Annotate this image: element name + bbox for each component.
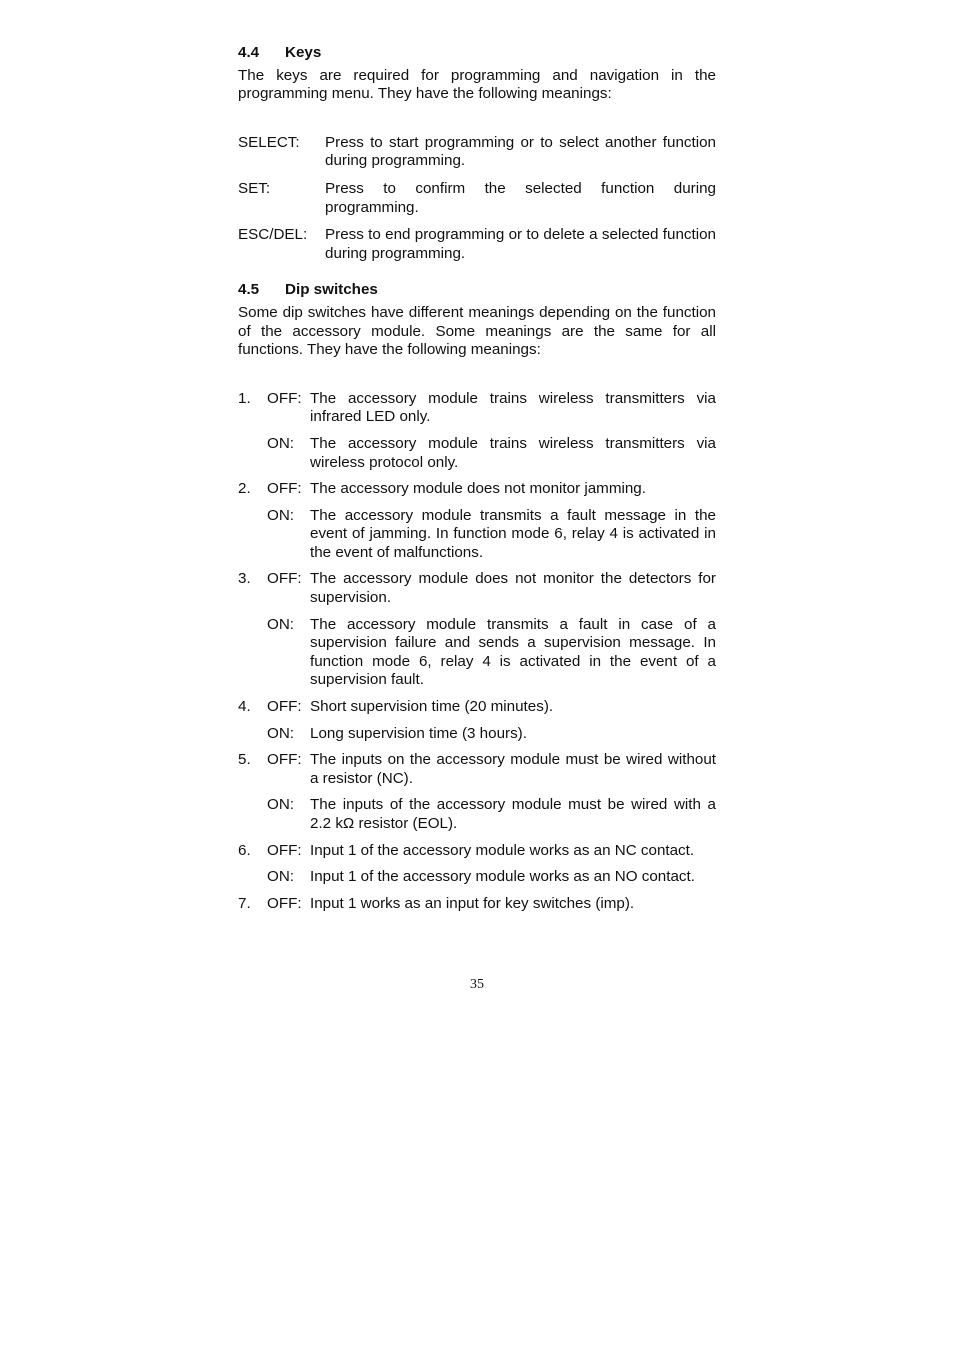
dip-number: 4. — [238, 698, 251, 716]
dip-state: OFF: — [267, 570, 302, 588]
keys-intro: The keys are required for programming and navigation in the programming menu. They have the following meanings: — [238, 66, 716, 103]
key-description: Press to start programming or to select another function during programming. — [325, 133, 716, 170]
key-description: Press to end programming or to delete a selected function during programming. — [325, 226, 716, 262]
dip-state: ON: — [267, 724, 295, 742]
dip-description: The accessory module transmits a fault in case of a supervision failure and sends a supervision message. In function mode 6, relay 4 is activated in the event of a supervision fault. — [310, 615, 716, 689]
dip-item — [238, 796, 716, 833]
dip-number: 6. — [238, 841, 251, 859]
dip-state: OFF: — [267, 389, 302, 407]
dip-state: OFF: — [267, 751, 302, 769]
key-label: SELECT: — [238, 133, 300, 151]
dip-item — [238, 842, 716, 861]
key-item-select — [238, 134, 716, 171]
key-label: SET: — [238, 179, 271, 197]
dip-item — [238, 895, 716, 914]
dip-item — [238, 751, 716, 788]
dip-state: OFF: — [267, 480, 302, 498]
dip-state: ON: — [267, 868, 295, 886]
dip-description: Short supervision time (20 minutes). — [310, 698, 554, 716]
dip-item — [238, 616, 716, 690]
dip-number — [238, 435, 267, 472]
section-title: Dip switches — [285, 281, 378, 299]
text-column — [238, 44, 716, 921]
dip-item — [238, 570, 716, 607]
dip-number: 1. — [238, 389, 251, 407]
dip-description: Long supervision time (3 hours). — [310, 724, 527, 742]
key-item-set — [238, 180, 716, 217]
key-label: ESC/DEL: — [238, 226, 308, 244]
section-number: 4.4 — [238, 44, 260, 61]
dip-item — [238, 725, 716, 744]
dip-number: 7. — [238, 894, 251, 912]
dip-description: The accessory module does not monitor the detectors for supervision. — [310, 570, 716, 607]
dip-number: 2. — [238, 480, 251, 498]
section-heading-keys — [238, 44, 716, 63]
dip-item — [238, 868, 716, 887]
dip-state: OFF: — [267, 698, 302, 716]
dip-number — [238, 796, 267, 833]
dip-description: Input 1 of the accessory module works as an NC contact. — [310, 841, 695, 859]
dip-description: Input 1 works as an input for key switches (imp). — [310, 894, 635, 912]
dip-item — [238, 480, 716, 499]
dip-item — [238, 507, 716, 563]
dip-state: ON: — [267, 506, 295, 524]
dip-description: The accessory module transmits a fault message in the event of jamming. In function mode 6, relay 4 is activated in the event of malfunctions. — [310, 506, 716, 561]
dip-state: OFF: — [267, 841, 302, 859]
page-number: 35 — [470, 977, 484, 992]
section-title: Keys — [285, 44, 322, 61]
section-number: 4.5 — [238, 281, 260, 299]
keys-list — [238, 134, 716, 264]
dip-number — [238, 725, 267, 744]
dip-description: The accessory module trains wireless transmitters via wireless protocol only. — [310, 434, 716, 471]
dip-number — [238, 507, 267, 563]
key-item-esc-del — [238, 226, 716, 263]
section-heading-dip-switches — [238, 281, 716, 300]
dip-item — [238, 435, 716, 472]
dip-number — [238, 616, 267, 690]
dip-description: The inputs of the accessory module must be wired with a 2.2 kΩ resistor (EOL). — [310, 796, 716, 832]
dip-state: OFF: — [267, 894, 302, 912]
dip-number: 3. — [238, 570, 251, 588]
dip-state: ON: — [267, 796, 295, 814]
dip-description: The accessory module does not monitor jamming. — [310, 480, 646, 498]
dip-item — [238, 698, 716, 717]
dip-description: The inputs on the accessory module must be wired without a resistor (NC). — [310, 751, 716, 787]
dip-description: Input 1 of the accessory module works as an NO contact. — [310, 868, 695, 886]
dip-state: ON: — [267, 615, 295, 633]
dip-description: The accessory module trains wireless transmitters via infrared LED only. — [310, 389, 716, 426]
dip-number — [238, 868, 267, 887]
dip-intro: Some dip switches have different meanings depending on the function of the accessory module. Some meanings are the same for all functions. They have the following meanings: — [238, 303, 716, 359]
dip-state: ON: — [267, 434, 295, 452]
dip-switch-list — [238, 390, 716, 914]
dip-number: 5. — [238, 751, 251, 769]
key-description: Press to confirm the selected function during programming. — [325, 179, 716, 216]
dip-item — [238, 390, 716, 427]
